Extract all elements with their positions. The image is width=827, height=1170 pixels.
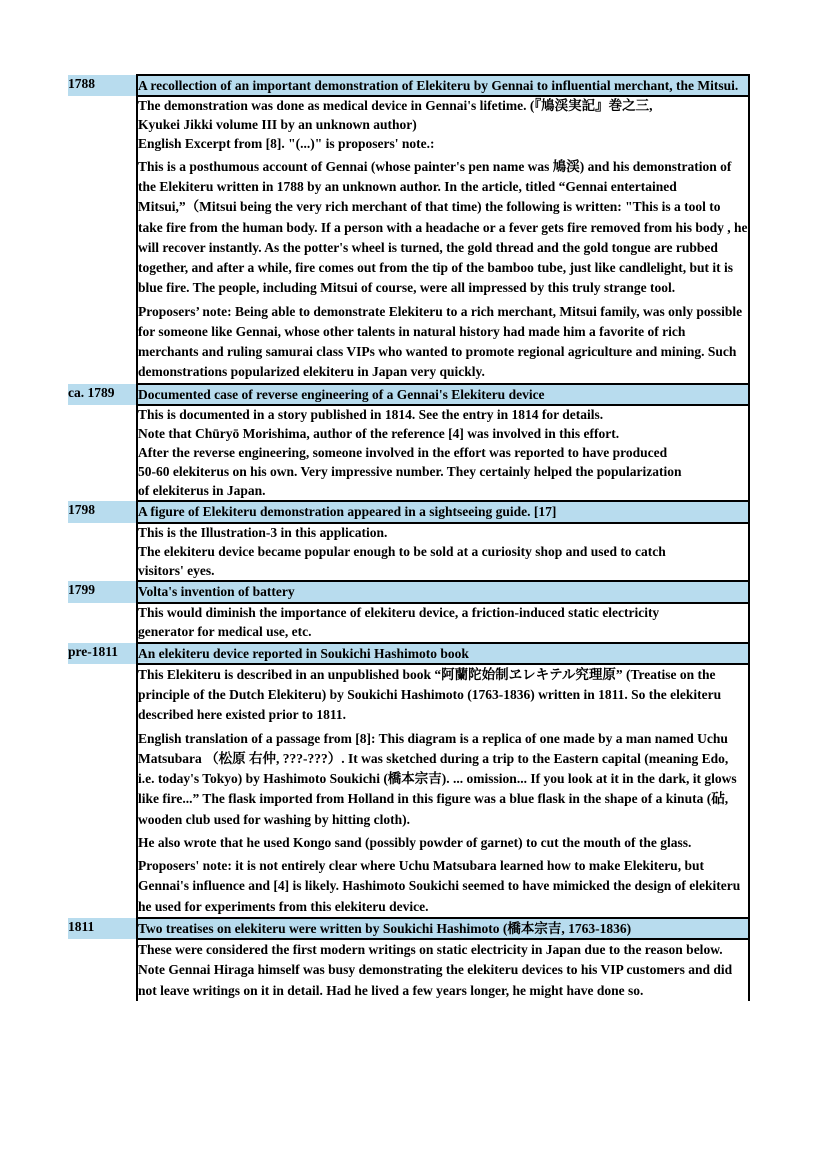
detail-paragraph: Proposers’ note: Being able to demonstrate Elekiteru to a rich merchant, Mitsui family, was only possible for someone like Gennai, whose other talents in natural history had made him a favorite of rich merchants and ruling samurai class VIPs who wanted to promote regional agriculture and mining. Such demonstrations popularized elekiteru in Japan very quickly. [138, 303, 743, 380]
event-title: Documented case of reverse engineering of a Gennai's Elekiteru device [137, 384, 749, 405]
detail-paragraph: These were considered the first modern writings on static electricity in Japan due to the reason below. Note Gennai Hiraga himself was busy demonstrating the elekiteru devices to his VIP customers and did not leave writings on it in detail. Had he lived a few years longer, he might have done so. [138, 942, 733, 998]
detail-paragraph: Proposers' note: it is not entirely clear where Uchu Matsubara learned how to make Elekiteru, but Gennai's influence and [4] is likely. Hashimoto Soukichi seemed to have mimicked the design of elekiteru he used for experiments from this elekiteru device. [138, 858, 741, 914]
event-detail [137, 96, 749, 383]
detail-line: This would diminish the importance of elekiteru device, a friction-induced static electricity [138, 604, 660, 620]
event-title: Volta's invention of battery [137, 581, 749, 602]
year-spacer [68, 939, 137, 1001]
year-spacer [68, 405, 137, 501]
year-spacer [68, 523, 137, 582]
event-detail [137, 523, 749, 582]
event-detail [137, 405, 749, 501]
detail-paragraph: English translation of a passage from [8]: This diagram is a replica of one made by a man named Uchu Matsubara （松原 右仲, ???-???）. It was sketched during a trip to the Eastern capital (meaning Edo, i.e. today's Tokyo) by Hashimoto Soukichi (橋本宗吉). ... omission... If you look at it in the dark, it glows like fire...” The flask imported from Holland in this figure was a blue flask in the shape of a kinuta (砧, wooden club used for washing by hitting cloth). [138, 730, 737, 827]
detail-line: of elekiterus in Japan. [138, 482, 266, 498]
timeline-header-row [68, 75, 749, 96]
timeline-detail-row [68, 96, 749, 383]
detail-line: After the reverse engineering, someone involved in the effort was reported to have produced [138, 444, 668, 460]
year-label: pre-1811 [68, 643, 137, 664]
detail-paragraph: This is a posthumous account of Gennai (whose painter's pen name was 鳩渓) and his demonstration of the Elekiteru written in 1788 by an unknown author. In the article, titled “Gennai entertained Mitsui,”（Mitsui being the very rich merchant of that time) the following is written: "This is a tool to take fire from the human body. If a person with a headache or a fever gets fire removed from his body , he will recover instantly. As the potter's wheel is turned, the gold thread and the gold tongue are rubbed together, and after a while, fire comes out from the tip of the bamboo tube, just like candlelight, but it is blue fire. The people, including Mitsui of course, were all impressed by this truly strange tool. [138, 158, 748, 296]
event-detail [137, 939, 749, 1001]
timeline-header-row [68, 643, 749, 664]
detail-line: This is the Illustration-3 in this application. [138, 524, 388, 540]
event-title: A figure of Elekiteru demonstration appeared in a sightseeing guide. [17] [137, 501, 749, 522]
event-title: An elekiteru device reported in Soukichi Hashimoto book [137, 643, 749, 664]
event-title: A recollection of an important demonstration of Elekiteru by Gennai to influential merchant, the Mitsui. [137, 75, 749, 96]
year-label: 1811 [68, 918, 137, 939]
timeline-detail-row [68, 664, 749, 918]
event-detail [137, 664, 749, 918]
detail-line: 50-60 elekiterus on his own. Very impressive number. They certainly helped the popularization [138, 463, 682, 479]
detail-paragraph: He also wrote that he used Kongo sand (possibly powder of garnet) to cut the mouth of the glass. [138, 834, 692, 850]
year-spacer [68, 603, 137, 643]
detail-line: Kyukei Jikki volume III by an unknown author) [138, 117, 417, 133]
timeline-detail-row [68, 939, 749, 1001]
year-label: 1798 [68, 501, 137, 522]
detail-line: This is documented in a story published in 1814. See the entry in 1814 for details. [138, 407, 604, 423]
event-detail [137, 603, 749, 643]
year-spacer [68, 96, 137, 383]
timeline-header-row [68, 581, 749, 602]
year-label: 1788 [68, 75, 137, 96]
year-spacer [68, 664, 137, 918]
year-label: ca. 1789 [68, 384, 137, 405]
detail-paragraph: This Elekiteru is described in an unpublished book “阿蘭陀始制ヱレキテル究理原” (Treatise on the principle of the Dutch Elekiteru) by Soukichi Hashimoto (1763-1836) written in 1811. So the elekiteru described here existed prior to 1811. [138, 666, 722, 723]
timeline-header-row [68, 384, 749, 405]
event-title: Two treatises on elekiteru were written by Soukichi Hashimoto (橋本宗吉, 1763-1836) [137, 918, 749, 939]
detail-line: English Excerpt from [8]. "(...)" is proposers' note.: [138, 136, 435, 152]
timeline-detail-row [68, 405, 749, 501]
timeline-header-row [68, 501, 749, 522]
timeline-detail-row [68, 523, 749, 582]
detail-line: The elekiteru device became popular enough to be sold at a curiosity shop and used to catch [138, 543, 666, 559]
detail-line: The demonstration was done as medical device in Gennai's lifetime. (『鳩渓実記』巻之三, [138, 98, 653, 114]
detail-line: visitors' eyes. [138, 562, 215, 578]
elekiteru-timeline-table [68, 74, 750, 1001]
detail-paragraph [138, 524, 748, 581]
detail-paragraph [138, 604, 748, 642]
timeline-detail-row [68, 603, 749, 643]
detail-line: generator for medical use, etc. [138, 623, 312, 639]
year-label: 1799 [68, 581, 137, 602]
detail-line: Note that Chūryō Morishima, author of the reference [4] was involved in this effort. [138, 425, 620, 441]
timeline-body [68, 75, 749, 1001]
timeline-header-row [68, 918, 749, 939]
detail-paragraph [138, 97, 748, 154]
detail-paragraph [138, 406, 748, 500]
